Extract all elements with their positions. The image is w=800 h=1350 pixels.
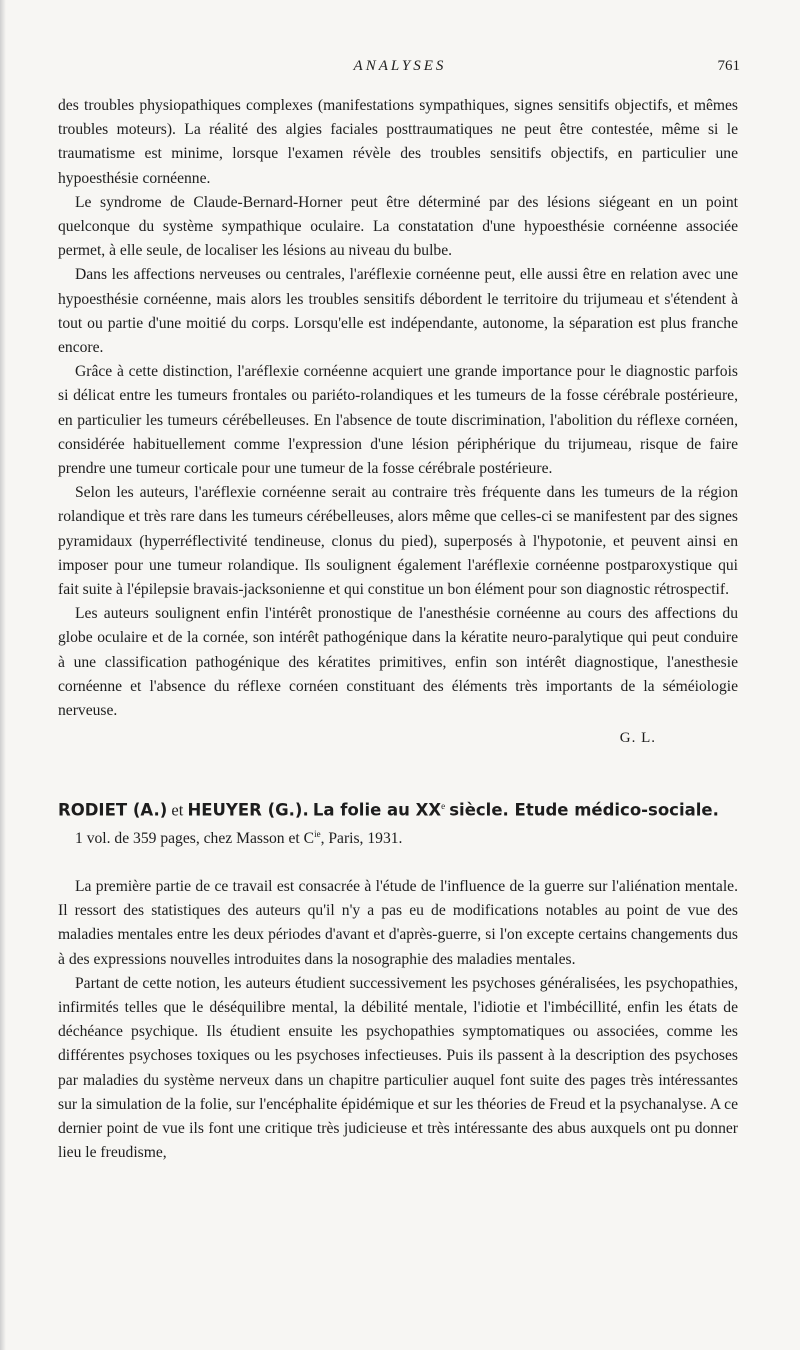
review-title-main: La folie au XX — [312, 800, 442, 820]
page-number: 761 — [717, 58, 740, 74]
paragraph: Selon les auteurs, l'aréflexie cornéenne serait au contraire très fréquente dans les tumeurs de la région rolandique et très rare dans les tumeurs cérébelleuses, alors même que celles-ci se manifestent par des signes pyramidaux (hyperréflectivité tendineuse, clonus du pied), superposés à l'hypotonie, et peuvent ainsi en imposer pour une tumeur rolandique. Ils soulignent également l'aréflexie cornéenne postparoxystique qui fait suite à l'épilepsie bravais-jacksonienne et qui constitue un bon élément pour son diagnostic rétrospectif. — [58, 484, 738, 599]
review-title-superscript: e — [441, 801, 446, 812]
page-spine-shadow — [0, 0, 6, 1350]
review-heading — [58, 795, 738, 822]
review-conjunction: et — [171, 800, 184, 820]
biblio-post: , Paris, 1931. — [320, 829, 403, 847]
paragraph: La première partie de ce travail est consacrée à l'étude de l'influence de la guerre sur l'aliénation mentale. Il ressort des statistiques des auteurs qu'il n'y a pas eu de modifications notables au point de vue des maladies mentales entre les deux périodes d'avant et d'après-guerre, si l'on excepte certains changements dus à des expressions nouvelles introduites dans la nosographie des maladies mentales. — [58, 877, 738, 968]
paragraph: Grâce à cette distinction, l'aréflexie cornéenne acquiert une grande importance pour le diagnostic parfois si délicat entre les tumeurs frontales ou pariéto-rolandiques et les tumeurs de la fosse cérébrale postérieure, en particulier les tumeurs cérébelleuses. En l'absence de toute discrimination, l'abolition du réflexe cornéen, considérée habituellement comme l'expression d'une lésion périphérique du trijumeau, risque de faire prendre une tumeur corticale pour une tumeur de la fosse cérébrale postérieure. — [58, 363, 738, 478]
paragraph: Partant de cette notion, les auteurs étudient successivement les psychoses généralisées, les psychopathies, infirmités telles que le déséquilibre mental, la débilité mentale, l'idiotie et l'imbécillité, enfin les états de déchéance psychique. Ils étudient ensuite les psychopathies symptomatiques ou associées, comme les différentes psychoses toxiques ou les psychoses infectieuses. Puis ils passent à la description des psychoses par maladies du système nerveux dans un chapitre particulier auquel font suite des pages très intéressantes sur la simulation de la folie, sur l'encéphalite épidémique et sur les théories de Freud et la psychanalyse. A ce dernier point de vue ils font une critique très judicieuse et très intéressante des abus auxquels ont pu donner lieu le freudisme, — [58, 974, 738, 1162]
paragraph: des troubles physiopathiques complexes (manifestations sympathiques, signes sensitifs objectifs, et mêmes troubles moteurs). La réalité des algies faciales posttraumatiques ne peut être contestée, même si le traumatisme est minime, lorsque l'examen révèle des troubles sensitifs objectifs, en particulier une hypoesthésie cornéenne. — [58, 97, 738, 187]
running-head-title: ANALYSES — [353, 58, 447, 74]
signature: G. L. — [619, 730, 656, 747]
biblio-superscript: ie — [314, 828, 321, 839]
paragraph: Dans les affections nerveuses ou centrales, l'aréflexie cornéenne peut, elle aussi être en relation avec une hypoesthésie cornéenne, mais alors les troubles sensitifs débordent le territoire du trijumeau et s'étendent à tout ou partie d'une moitié du corps. Lorsqu'elle est indépendante, autonome, la séparation est plus franche encore. — [58, 266, 738, 357]
review-author-2: HEUYER (G.). — [187, 800, 309, 820]
paragraph: Les auteurs soulignent enfin l'intérêt pronostique de l'anesthésie cornéenne au cours des affections du globe oculaire et de la cornée, son intérêt pathogénique dans la kératite neuro-paralytique qui peut conduire à une classification pathogénique des kératites primitives, enfin son intérêt diagnostique, l'anesthesie cornéenne et l'absence du réflexe cornéen constituant des éléments très importants de la séméiologie nerveuse. — [58, 605, 738, 720]
bibliographic-details — [58, 822, 738, 851]
review-title-rest: siècle. Etude médico-sociale. — [449, 800, 719, 820]
paragraph: Le syndrome de Claude-Bernard-Horner peut être déterminé par des lésions siégeant en un point quelconque du système sympathique oculaire. La constatation d'une hypoesthésie cornéenne associée permet, à elle seule, de localiser les lésions au niveau du bulbe. — [58, 193, 738, 260]
biblio-pre: 1 vol. de 359 pages, chez Masson et C — [75, 829, 315, 847]
review-author-1: RODIET (A.) — [58, 800, 168, 820]
page-body — [58, 94, 738, 1165]
running-head — [60, 58, 740, 82]
